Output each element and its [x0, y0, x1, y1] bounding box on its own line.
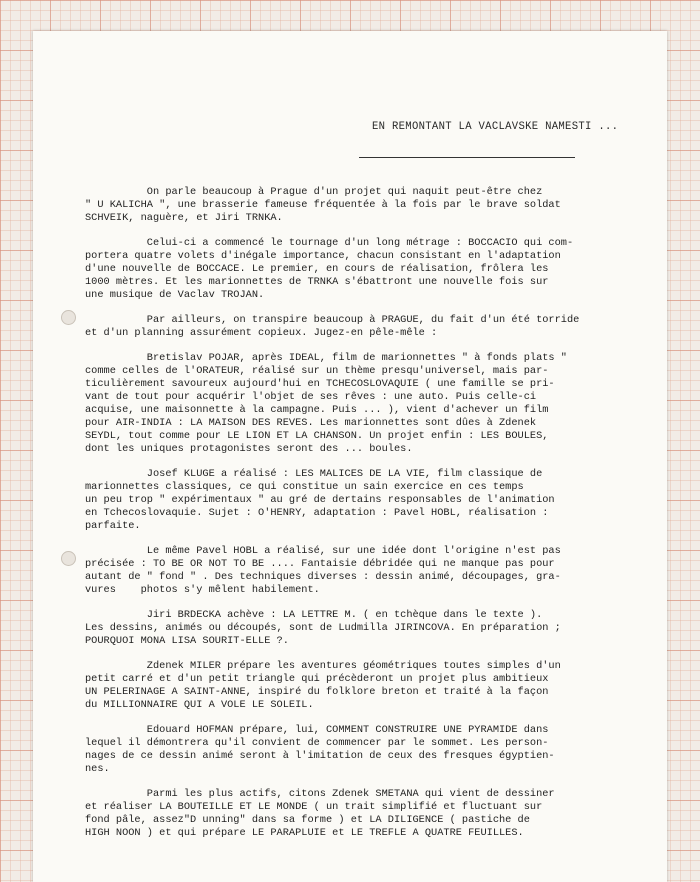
text-line: autant de " fond " . Des techniques diverses : dessin animé, découpages, gra-	[85, 571, 561, 583]
text-line: précisée : TO BE OR NOT TO BE .... Fantaisie débridée qui ne manque pas pour	[85, 558, 555, 570]
text-line: d'une nouvelle de BOCCACE. Le premier, en cours de réalisation, frôlera les	[85, 263, 549, 275]
text-line: On parle beaucoup à Prague d'un projet qui naquit peut-être chez	[85, 186, 543, 198]
paragraph	[85, 237, 607, 302]
text-line: un peu trop " expérimentaux " au gré de dertains responsables de l'animation	[85, 494, 555, 506]
text-line: ticulièrement savoureux aujourd'hui en TCHECOSLOVAQUIE ( une famille se pri-	[85, 378, 555, 390]
text-line: vures photos s'y mêlent habilement.	[85, 584, 320, 596]
text-line: parfaite.	[85, 520, 141, 532]
text-line: SCHVEIK, naguère, et Jiri TRNKA.	[85, 212, 283, 224]
paragraph	[85, 314, 607, 340]
paragraph	[85, 545, 607, 597]
text-line: Les dessins, animés ou découpés, sont de Ludmilla JIRINCOVA. En préparation ;	[85, 622, 561, 634]
text-line: Josef KLUGE a réalisé : LES MALICES DE LA VIE, film classique de	[85, 468, 543, 480]
text-line: lequel il démontrera qu'il convient de commencer par le sommet. Les person-	[85, 737, 549, 749]
text-line: nages de ce dessin animé seront à l'imitation de ceux des fresques égyptien-	[85, 750, 555, 762]
paragraph	[85, 468, 607, 533]
text-line: Zdenek MILER prépare les aventures géométriques toutes simples d'un	[85, 660, 561, 672]
paragraph	[85, 609, 607, 648]
text-line: Celui-ci a commencé le tournage d'un long métrage : BOCCACIO qui com-	[85, 237, 574, 249]
text-line: et d'un planning assurément copieux. Jugez-en pêle-mêle :	[85, 327, 438, 339]
document-body	[85, 186, 607, 852]
text-line: vant de tout pour acquérir l'objet de ses rêves : une auto. Puis celle-ci	[85, 391, 537, 403]
text-line: UN PELERINAGE A SAINT-ANNE, inspiré du folklore breton et traité à la façon	[85, 686, 549, 698]
text-line: et réaliser LA BOUTEILLE ET LE MONDE ( un trait simplifié et fluctuant sur	[85, 801, 543, 813]
text-line: petit carré et d'un petit triangle qui précèderont un projet plus ambitieux	[85, 673, 549, 685]
text-line: en Tchecoslovaquie. Sujet : O'HENRY, adaptation : Pavel HOBL, réalisation :	[85, 507, 549, 519]
text-line: marionnettes classiques, ce qui constitue un sain exercice en ces temps	[85, 481, 524, 493]
punch-hole-bottom	[61, 551, 76, 566]
text-line: une musique de Vaclav TROJAN.	[85, 289, 265, 301]
text-line: comme celles de l'ORATEUR, réalisé sur un thème presqu'universel, mais par-	[85, 365, 549, 377]
paragraph	[85, 186, 607, 225]
text-line: 1000 mètres. Et les marionnettes de TRNKA s'ébattront une nouvelle fois sur	[85, 276, 549, 288]
punch-hole-top	[61, 310, 76, 325]
text-line: fond pâle, assez"D unning" dans sa forme ) et LA DILIGENCE ( pastiche de	[85, 814, 530, 826]
document-heading: EN REMONTANT LA VACLAVSKE NAMESTI ...	[372, 121, 619, 133]
paragraph	[85, 724, 607, 776]
text-line: POURQUOI MONA LISA SOURIT-ELLE ?.	[85, 635, 289, 647]
paragraph	[85, 352, 607, 456]
text-line: acquise, une maisonnette à la campagne. Puis ... ), vient d'achever un film	[85, 404, 549, 416]
text-line: pour AIR-INDIA : LA MAISON DES REVES. Les marionnettes sont dûes à Zdenek	[85, 417, 537, 429]
text-line: Bretislav POJAR, après IDEAL, film de marionnettes " à fonds plats "	[85, 352, 567, 364]
paragraph	[85, 788, 607, 840]
text-line: HIGH NOON ) et qui prépare LE PARAPLUIE et LE TREFLE A QUATRE FEUILLES.	[85, 827, 524, 839]
text-line: Edouard HOFMAN prépare, lui, COMMENT CONSTRUIRE UNE PYRAMIDE dans	[85, 724, 549, 736]
text-line: du MILLIONNAIRE QUI A VOLE LE SOLEIL.	[85, 699, 314, 711]
heading-underline	[359, 157, 575, 158]
paper-sheet	[33, 31, 667, 882]
text-line: Par ailleurs, on transpire beaucoup à PRAGUE, du fait d'un été torride	[85, 314, 580, 326]
text-line: Parmi les plus actifs, citons Zdenek SMETANA qui vient de dessiner	[85, 788, 555, 800]
text-line: nes.	[85, 763, 110, 775]
text-line: dont les uniques protagonistes seront des ... boules.	[85, 443, 413, 455]
paragraph	[85, 660, 607, 712]
text-line: portera quatre volets d'inégale importance, chacun consistant en l'adaptation	[85, 250, 561, 262]
text-line: Le même Pavel HOBL a réalisé, sur une idée dont l'origine n'est pas	[85, 545, 561, 557]
text-line: " U KALICHA ", une brasserie fameuse fréquentée à la fois par le brave soldat	[85, 199, 561, 211]
text-line: SEYDL, tout comme pour LE LION ET LA CHANSON. Un projet enfin : LES BOULES,	[85, 430, 549, 442]
text-line: Jiri BRDECKA achève : LA LETTRE M. ( en tchèque dans le texte ).	[85, 609, 543, 621]
